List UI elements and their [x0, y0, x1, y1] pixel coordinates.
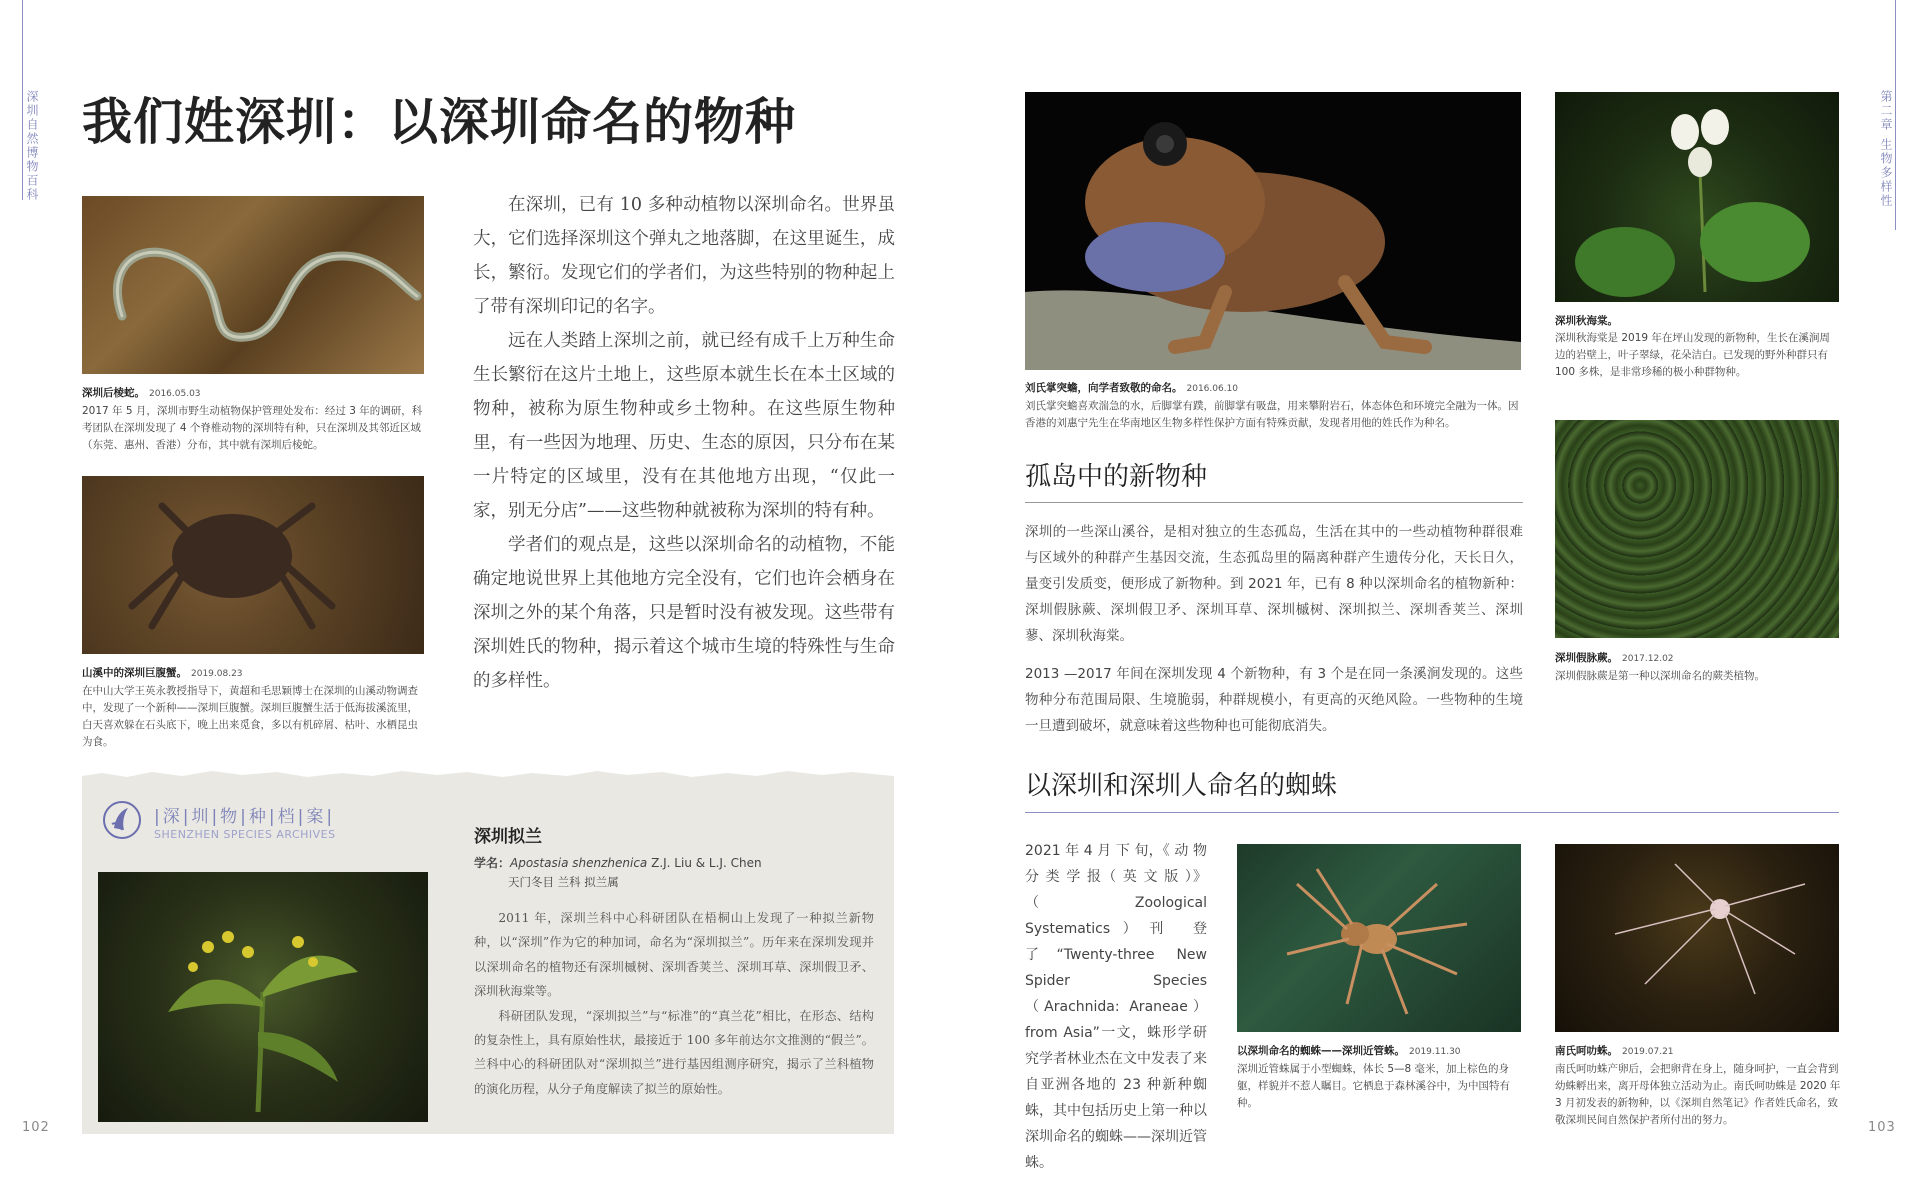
archive-paragraph: 2011 年，深圳兰科中心科研团队在梧桐山上发现了一种拟兰新物种，以“深圳”作为它的种加词，命名为“深圳拟兰”。历年来在深圳发现并以深圳命名的植物还有深圳槭树、深圳香荚兰、深圳耳草、深圳假卫矛、深圳秋海棠等。: [474, 911, 874, 999]
island-section-title: 孤岛中的新物种: [1025, 462, 1208, 492]
crab-illustration: [82, 476, 424, 654]
begonia-photo: [1555, 92, 1839, 302]
right-page-number: 103: [1868, 1120, 1896, 1135]
archive-label-en: SHENZHEN SPECIES ARCHIVES: [154, 828, 336, 841]
sci-label: 学名：: [474, 856, 511, 870]
intro-text: [473, 188, 895, 698]
intro-paragraph: 远在人类踏上深圳之前，就已经有成千上万种生命生长繁衍在这片土地上，这些原本就生长在本土区域的物种，被称为原生物种或乡土物种。在这些原生物种里，有一些因为地理、历史、生态的原因，只分布在某一片特定的区域里，没有在其他地方出现，“仅此一家，别无分店”——这些物种就被称为深圳的特有种。: [473, 331, 895, 521]
frog-caption: [1025, 380, 1523, 432]
fern-caption-title: 深圳假脉蕨。: [1555, 652, 1618, 664]
archive-paragraph: 科研团队发现，“深圳拟兰”与“标准”的“真兰花”相比，在形态、结构的复杂性上，具有原始性状，最接近于 100 多年前达尔文推测的“假兰”。兰科中心的科研团队对“深圳拟兰”进行基因组测序研究，揭示了兰科植物的演化历程，从分子角度解读了拟兰的原始性。: [474, 1008, 874, 1096]
crab-caption-text: 在中山大学王英永教授指导下，黄超和毛思颖博士在深圳的山溪动物调查中，发现了一个新种——深圳巨腹蟹。深圳巨腹蟹生活于低海拔溪流里，白天喜欢躲在石头底下，晚上出来觅食，多以有机碎屑、枯叶、水栖昆虫为食。: [82, 685, 418, 748]
spider2-caption-date: 2019.07.21: [1622, 1047, 1674, 1057]
spiders-title-rule: [1025, 812, 1839, 813]
frog-caption-text: 刘氏掌突蟾喜欢湍急的水，后脚掌有蹼，前脚掌有吸盘，用来攀附岩石，体态体色和环境完全融为一体。因香港的刘惠宁先生在华南地区生物多样性保护方面有特殊贡献，发现者用他的姓氏作为种名。: [1025, 400, 1519, 429]
frog-caption-title: 刘氏掌突蟾，向学者致敬的命名。: [1025, 382, 1183, 394]
snake-caption-text: 2017 年 5 月，深圳市野生动植物保护管理处发布：经过 3 年的调研，科考团队在深圳发现了 4 个脊椎动物的深圳特有种，只在深圳及其邻近区域（东莞、惠州、香港）分布，其中就有深圳后棱蛇。: [82, 405, 423, 451]
spiders-text: 2021 年 4 月 下 旬，《 动 物 分 类 学 报（ 英 文 版 ）》（Zoological Systematics）刊 登 了“Twenty-three New Spider Species（Arachnida: Araneae）from Asia”一文，蛛形学研究学者林业杰在文中发表了来自亚洲各地的 23 种新种蜘蛛，其中包括历史上第一种以深圳命名的蜘蛛——深圳近管蛛。: [1025, 843, 1207, 1171]
fern-caption-date: 2017.12.02: [1622, 654, 1674, 664]
spider2-caption: [1555, 1043, 1841, 1129]
island-paragraph: 2013 —2017 年间在深圳发现 4 个新物种，有 3 个是在同一条溪涧发现的。这些物种分布范围局限、生境脆弱，种群规模小，有更高的灭绝风险。一些物种的生境一旦遭到破坏，就意味着这些物种也可能彻底消失。: [1025, 666, 1523, 734]
spider1-caption: [1237, 1043, 1523, 1112]
fern-caption: [1555, 650, 1839, 685]
snake-illustration: [82, 196, 424, 374]
spider1-illustration: [1237, 844, 1521, 1032]
snake-caption-date: 2016.05.03: [149, 389, 201, 399]
spider2-caption-title: 南氏呵叻蛛。: [1555, 1045, 1618, 1057]
spider2-photo: [1555, 844, 1839, 1032]
orchid-logo-icon: [102, 800, 142, 840]
spider2-illustration: [1555, 844, 1839, 1032]
frog-illustration: [1025, 92, 1521, 370]
frog-caption-date: 2016.06.10: [1186, 384, 1239, 394]
crab-caption-date: 2019.08.23: [191, 669, 243, 679]
frog-photo: [1025, 92, 1521, 370]
crab-photo: [82, 476, 424, 654]
fern-caption-text: 深圳假脉蕨是第一种以深圳命名的蕨类植物。: [1555, 670, 1765, 682]
spiders-section-title: 以深圳和深圳人命名的蜘蛛: [1025, 771, 1338, 801]
archive-scientific-name: [474, 854, 762, 871]
begonia-caption: [1555, 313, 1839, 381]
snake-photo: [82, 196, 424, 374]
spider1-caption-title: 以深圳命名的蜘蛛——深圳近管蛛。: [1237, 1045, 1405, 1057]
intro-paragraph: 学者们的观点是，这些以深圳命名的动植物，不能确定地说世界上其他地方完全没有，它们也许会栖身在深圳之外的某个角落，只是暂时没有被发现。这些带有深圳姓氏的物种，揭示着这个城市生境的特殊性与生命的多样性。: [473, 535, 895, 691]
island-text: [1025, 519, 1523, 751]
archive-species-name: 深圳拟兰: [474, 827, 542, 847]
spider1-caption-text: 深圳近管蛛属于小型蜘蛛，体长 5—8 毫米，加上棕色的身躯，样貌并不惹人瞩目。它栖息于森林溪谷中，为中国特有种。: [1237, 1063, 1510, 1109]
page-title: 我们姓深圳：以深圳命名的物种: [82, 92, 796, 151]
sci-author: Z.J. Liu & L.J. Chen: [647, 856, 762, 870]
crab-caption-title: 山溪中的深圳巨腹蟹。: [82, 667, 187, 679]
torn-paper-edge: [82, 768, 894, 782]
right-margin-rule: [1895, 0, 1896, 230]
begonia-caption-title: 深圳秋海棠。: [1555, 315, 1618, 327]
intro-paragraph: 在深圳，已有 10 多种动植物以深圳命名。世界虽大，它们选择深圳这个弹丸之地落脚，在这里诞生，成长，繁衍。发现它们的学者们，为这些特别的物种起上了带有深圳印记的名字。: [473, 195, 895, 317]
left-margin-rule: [22, 0, 23, 200]
sci-name: Apostasia shenzhenica: [510, 856, 648, 870]
island-title-rule: [1025, 502, 1523, 503]
archive-taxonomy: 天门冬目 兰科 拟兰属: [508, 875, 619, 889]
spider2-caption-text: 南氏呵叻蛛产卵后，会把卵背在身上，随身呵护，一直会背到幼蛛孵出来，离开母体独立活动为止。南氏呵叻蛛是 2020 年 3 月初发表的新物种，以《深圳自然笔记》作者姓氏命名，致敬深圳民间自然保护者所付出的努力。: [1555, 1063, 1841, 1126]
left-vertical-header: 深圳自然博物百科: [25, 90, 39, 202]
begonia-illustration: [1555, 92, 1839, 302]
begonia-caption-text: 深圳秋海棠是 2019 年在坪山发现的新物种，生长在溪涧周边的岩壁上，叶子翠绿，花朵洁白。已发现的野外种群只有 100 多株，是非常珍稀的极小种群物种。: [1555, 332, 1830, 378]
spider1-photo: [1237, 844, 1521, 1032]
archive-label-cn: |深|圳|物|种|档|案|: [154, 807, 336, 827]
orchid-illustration: [98, 872, 428, 1122]
left-page-number: 102: [22, 1120, 50, 1135]
spider1-caption-date: 2019.11.30: [1409, 1047, 1461, 1057]
orchid-photo: [98, 872, 428, 1122]
species-archive-box: [82, 778, 894, 1134]
right-vertical-header: 第二章 生物多样性: [1879, 90, 1893, 208]
crab-caption: [82, 665, 424, 751]
island-paragraph: 深圳的一些深山溪谷，是相对独立的生态孤岛，生活在其中的一些动植物种群很难与区域外的种群产生基因交流，生态孤岛里的隔离种群产生遗传分化，天长日久，量变引发质变，便形成了新物种。到 2021 年，已有 8 种以深圳命名的植物新种：深圳假脉蕨、深圳假卫矛、深圳耳草、深圳槭树、深圳拟兰、深圳香荚兰、深圳蓼、深圳秋海棠。: [1025, 524, 1523, 644]
snake-caption-title: 深圳后棱蛇。: [82, 387, 145, 399]
snake-caption: [82, 385, 424, 454]
fern-photo: [1555, 420, 1839, 638]
archive-text: [474, 906, 874, 1101]
